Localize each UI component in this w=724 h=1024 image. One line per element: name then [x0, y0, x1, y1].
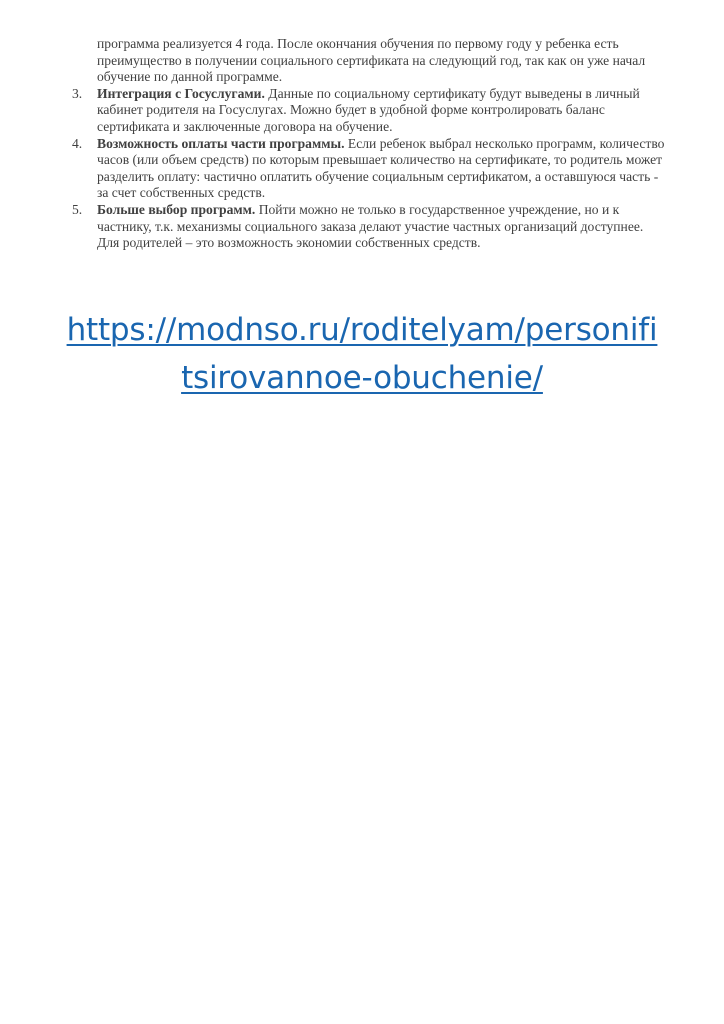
document-text — [66, 36, 666, 252]
continuation-paragraph: программа реализуется 4 года. После окончания обучения по первому году у ребенка есть преимущество в получении социального сертификата на следующий год, так как он уже начал обучение по данной программе. — [97, 36, 646, 85]
list-item-number: 5. — [72, 201, 83, 217]
list-item-heading: Интеграция с Госуслугами. — [97, 85, 265, 101]
list-item-text: Данные по социальному сертификату будут выведены в личный кабинет родителя на Госуслугах. Можно будет в удобной форме контролировать баланс сертификата и заключенные договора на обучение. — [97, 85, 640, 134]
list-item — [66, 136, 666, 202]
list-item — [66, 86, 666, 136]
list-item-number: 4. — [72, 135, 83, 151]
list-item-text: Пойти можно не только в государственное учреждение, но и к частнику, т.к. механизмы социального заказа делают участие частных организаций доступнее. Для родителей – это возможность экономии собственных средств. — [97, 201, 644, 251]
url-link-line-2[interactable]: tsirovannoe-obuchenie/ — [181, 360, 543, 396]
list-item-heading: Возможность оплаты части программы. — [97, 135, 345, 151]
url-link-line-1[interactable]: https://modnso.ru/roditelyam/personifi — [66, 312, 658, 348]
list-item-text: Если ребенок выбрал несколько программ, количество часов (или объем средств) по которым превышает количество на сертификате, то родитель может разделить оплату: частично оплатить обучение социальным сертификатом, а оставшуюся часть - за счет собственных средств. — [97, 135, 665, 201]
list-item-heading: Больше выбор программ. — [97, 201, 256, 217]
list-item — [66, 202, 666, 252]
list-item-number: 3. — [72, 85, 83, 101]
url-link-block — [40, 306, 684, 402]
